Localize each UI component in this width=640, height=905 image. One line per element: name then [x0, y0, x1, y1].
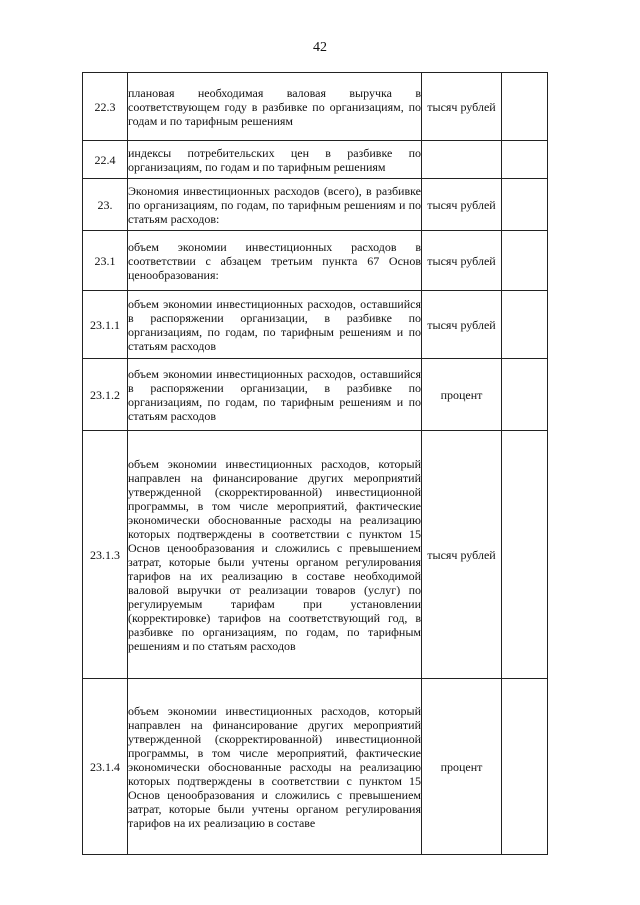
empty-cell: [502, 359, 548, 431]
row-number: 23.1.2: [83, 359, 128, 431]
data-table: [82, 72, 548, 855]
empty-cell: [502, 291, 548, 359]
row-description: объем экономии инвестиционных расходов, который направлен на финансирование других мероприятий утвержденной (скорректированной) инвестиционной программы, в том числе мероприятий, фактические экономически обоснованные расходы на реализацию которых подтверждены в соответствии с пунктом 15 Основ ценообразования и сложились с превышением затрат, которые были учтены органом регулирования тарифов на их реализацию в составе необходимой валовой выручки от реализации товаров (услуг) по регулируемым тарифам при установлении (корректировке) тарифов на соответствующий год, в разбивке по организациям, по годам, по тарифным решениям и по статьям расходов: [128, 431, 422, 679]
page-number: 42: [313, 40, 327, 55]
empty-cell: [502, 141, 548, 179]
row-number: 23.1.3: [83, 431, 128, 679]
row-unit: процент: [422, 679, 502, 855]
row-description: объем экономии инвестиционных расходов, оставшийся в распоряжении организации, в разбивке по организациям, по годам, по тарифным решениям и по статьям расходов: [128, 359, 422, 431]
row-number: 23.1: [83, 231, 128, 291]
row-unit: процент: [422, 359, 502, 431]
table-row: [83, 141, 548, 179]
table-row: [83, 179, 548, 231]
table-row: [83, 291, 548, 359]
empty-cell: [502, 679, 548, 855]
row-description: объем экономии инвестиционных расходов, оставшийся в распоряжении организации, в разбивке по организациям, по годам, по тарифным решениям и по статьям расходов: [128, 291, 422, 359]
row-description: Экономия инвестиционных расходов (всего), в разбивке по организациям, по годам, по тарифным решениям и по статьям расходов:: [128, 179, 422, 231]
empty-cell: [502, 73, 548, 141]
table-row: [83, 679, 548, 855]
table-row: [83, 231, 548, 291]
row-number: 23.1.1: [83, 291, 128, 359]
empty-cell: [502, 179, 548, 231]
row-number: 23.: [83, 179, 128, 231]
row-unit: тысяч рублей: [422, 291, 502, 359]
row-unit: тысяч рублей: [422, 73, 502, 141]
row-unit: [422, 141, 502, 179]
row-number: 22.4: [83, 141, 128, 179]
table-row: [83, 359, 548, 431]
row-description: объем экономии инвестиционных расходов в соответствии с абзацем третьим пункта 67 Основ ценообразования:: [128, 231, 422, 291]
table-row: [83, 73, 548, 141]
row-unit: тысяч рублей: [422, 179, 502, 231]
row-number: 23.1.4: [83, 679, 128, 855]
row-number: 22.3: [83, 73, 128, 141]
empty-cell: [502, 231, 548, 291]
row-description: объем экономии инвестиционных расходов, который направлен на финансирование других мероприятий утвержденной (скорректированной) инвестиционной программы, в том числе мероприятий, фактические экономически обоснованные расходы на реализацию которых подтверждены в соответствии с пунктом 15 Основ ценообразования и сложились с превышением затрат, которые были учтены органом регулирования тарифов на их реализацию в составе: [128, 679, 422, 855]
row-unit: тысяч рублей: [422, 231, 502, 291]
row-description: индексы потребительских цен в разбивке по организациям, по годам и по тарифным решениям: [128, 141, 422, 179]
row-unit: тысяч рублей: [422, 431, 502, 679]
table-row: [83, 431, 548, 679]
row-description: плановая необходимая валовая выручка в соответствующем году в разбивке по организациям, по годам и по тарифным решениям: [128, 73, 422, 141]
empty-cell: [502, 431, 548, 679]
